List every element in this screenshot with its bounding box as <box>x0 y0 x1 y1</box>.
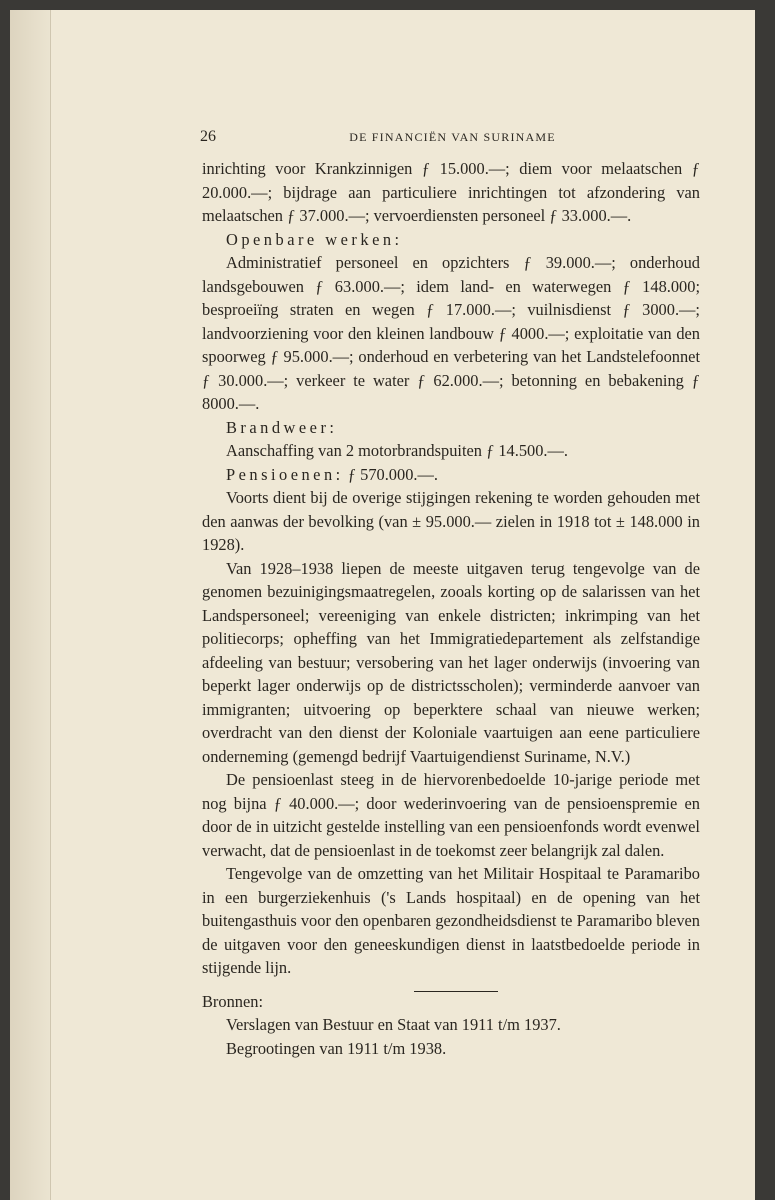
running-header <box>200 128 705 150</box>
source-item: Begrootingen van 1911 t/m 1938. <box>226 1038 447 1058</box>
paragraph-hospitaal: Tengevolge van de omzetting van het Militair Hospitaal te Paramaribo in een burgerziekenhuis ('s Lands hospitaal) en de opening van het buitengasthuis voor den openbaren gezondheidsdienst te Paramaribo bleven de uitgaven voor den geneeskundigen dienst in laatstbedoelde periode in stijgende lijn. <box>202 864 700 977</box>
end-rule <box>414 991 498 992</box>
page-number: 26 <box>200 128 216 145</box>
section-heading-pensioenen: Pensioenen: <box>226 464 344 484</box>
section-heading-brandweer: Brandweer: <box>226 417 338 437</box>
sources-heading: Bronnen: <box>202 991 264 1011</box>
page-body <box>202 157 700 1060</box>
paragraph-bevolking: Voorts dient bij de overige stijgingen rekening te worden gehouden met den aanwas der bevolking (van ± 95.000.— zielen in 1918 tot ± 148.000 in 1928). <box>202 488 700 554</box>
paragraph-brandweer: Aanschaffing van 2 motorbrandspuiten ƒ 14.500.—. <box>226 441 569 460</box>
running-title: DE FINANCIËN VAN SURINAME <box>349 130 556 144</box>
page-gutter <box>10 10 51 1200</box>
scan-edge <box>755 10 765 1200</box>
section-heading-openbare-werken: Openbare werken: <box>226 229 403 249</box>
paragraph-krankzinnigen: inrichting voor Krankzinnigen ƒ 15.000.—; diem voor melaatschen ƒ 20.000.—; bijdrage aan particuliere inrichtingen tot afzondering van melaatschen ƒ 37.000.—; vervoerdiensten personeel ƒ 33.000.—. <box>202 159 700 225</box>
paragraph-pensioenen <box>202 463 700 487</box>
source-item: Verslagen van Bestuur en Staat van 1911 t/m 1937. <box>226 1015 561 1034</box>
paragraph-bezuinigingen: Van 1928–1938 liepen de meeste uitgaven terug tengevolge van de genomen bezuinigingsmaatregelen, zooals korting op de salarissen van het Landspersoneel; vereeniging van enkele districten; inkrimping van het politiecorps; opheffing van het Immigratiedepartement als zelfstandige afdeeling van bestuur; versobering van het lager onderwijs (invoering van beperkt lager onderwijs op de districtsscholen); verminderde aanvoer van immigranten; uitvoering op beperktere schaal van nieuwe werken; overdracht van den dienst der Koloniale vaartuigen aan eene particuliere onderneming (gemengd bedrijf Vaartuigendienst Suriname, N.V.) <box>202 558 700 766</box>
paragraph-pensioenlast: De pensioenlast steeg in de hiervorenbedoelde 10-jarige periode met nog bijna ƒ 40.000.—; door wederinvoering van de pensioenspremie en door de in uitzicht gestelde instelling van een pensioenfonds wordt evenwel verwacht, dat de pensioenlast in de toekomst zeer belangrijk zal dalen. <box>202 770 700 860</box>
paragraph-openbare-werken: Administratief personeel en opzichters ƒ 39.000.—; onderhoud landsgebouwen ƒ 63.000.—; idem land- en waterwegen ƒ 148.000; besproeiïng straten en wegen ƒ 17.000.—; vuilnisdienst ƒ 3000.—; landvoorziening voor den kleinen landbouw ƒ 4000.—; exploitatie van den spoorweg ƒ 95.000.—; onderhoud en verbetering van het Landstelefoonnet ƒ 30.000.—; verkeer te water ƒ 62.000.—; betonning en bebakening ƒ 8000.—. <box>202 253 700 413</box>
pensioenen-amount: ƒ 570.000.—. <box>347 464 438 484</box>
